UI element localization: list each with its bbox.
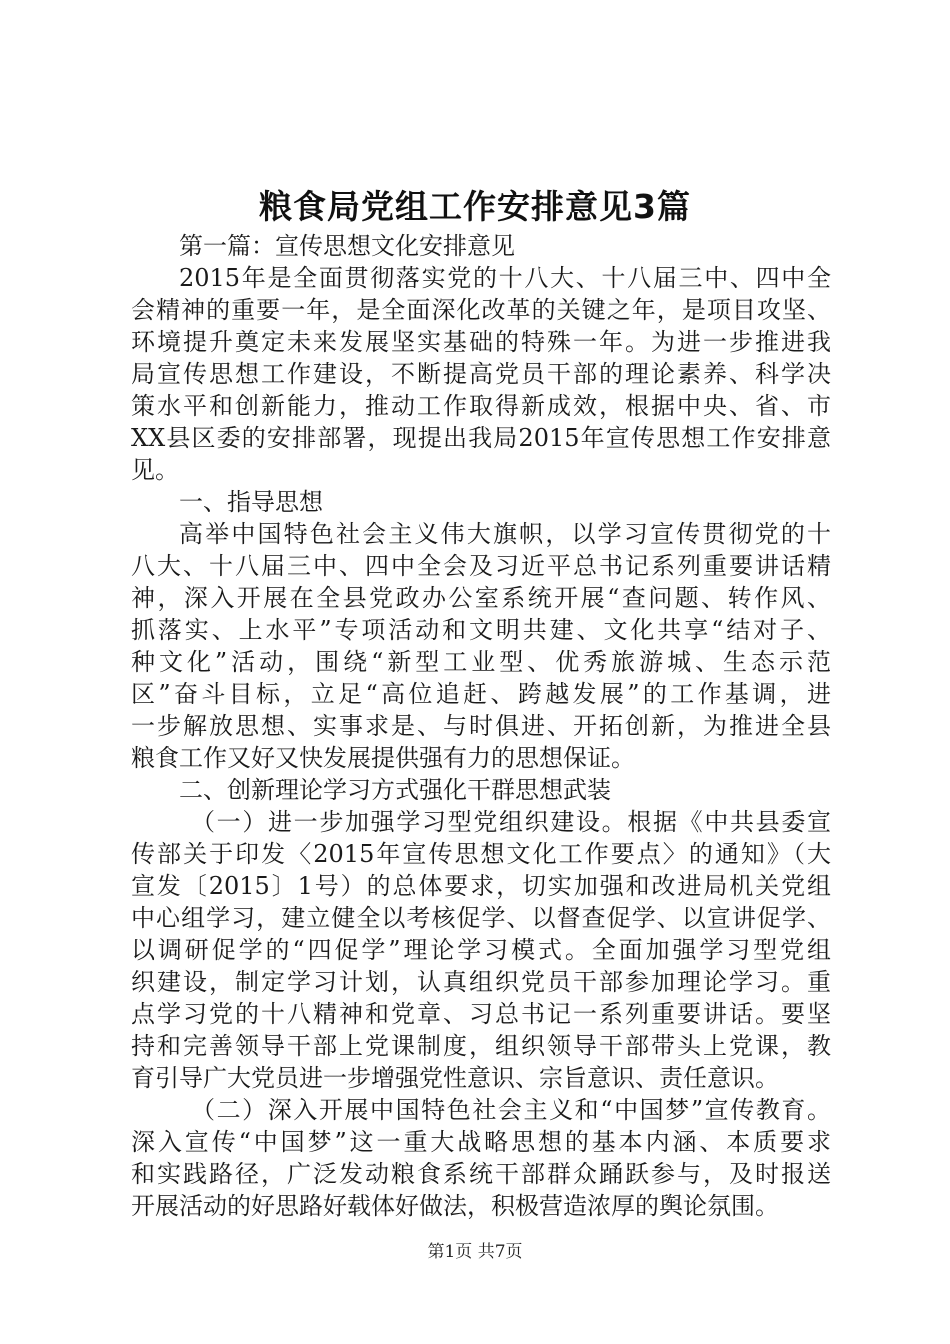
paragraph-line: （二）深入开展中国特色社会主义和“中国梦”宣传教育。 bbox=[191, 1096, 831, 1124]
paragraph-line: （一）进一步加强学习型党组织建设。根据《中共县委宣 bbox=[191, 808, 831, 836]
paragraph-line: 织建设，制定学习计划，认真组织党员干部参加理论学习。重 bbox=[131, 968, 831, 996]
paragraph-line: 持和完善领导干部上党课制度，组织领导干部带头上党课，教 bbox=[131, 1032, 831, 1060]
paragraph-line: 深入宣传“中国梦”这一重大战略思想的基本内涵、本质要求 bbox=[131, 1128, 831, 1156]
paragraph-line: 抓落实、上水平”专项活动和文明共建、文化共享“结对子、 bbox=[131, 616, 831, 644]
section-heading: 一、指导思想 bbox=[179, 488, 323, 516]
paragraph-line: 以调研促学的“四促学”理论学习模式。全面加强学习型党组 bbox=[131, 936, 831, 964]
paragraph-line: 中心组学习，建立健全以考核促学、以督查促学、以宣讲促学、 bbox=[131, 904, 831, 932]
paragraph-line: 局宣传思想工作建设，不断提高党员干部的理论素养、科学决 bbox=[131, 360, 831, 388]
section-heading: 二、创新理论学习方式强化干群思想武装 bbox=[179, 776, 611, 804]
paragraph-line: 宣发〔2015〕1号）的总体要求，切实加强和改进局机关党组 bbox=[131, 872, 831, 900]
paragraph-line: 2015年是全面贯彻落实党的十八大、十八届三中、四中全 bbox=[179, 264, 831, 292]
paragraph-line: 环境提升奠定未来发展坚实基础的特殊一年。为进一步推进我 bbox=[131, 328, 831, 356]
paragraph-line: 八大、十八届三中、四中全会及习近平总书记系列重要讲话精 bbox=[131, 552, 831, 580]
section-heading-1: 第一篇：宣传思想文化安排意见 bbox=[179, 232, 515, 260]
paragraph-line: 育引导广大党员进一步增强党性意识、宗旨意识、责任意识。 bbox=[131, 1064, 779, 1092]
paragraph-line: 会精神的重要一年，是全面深化改革的关键之年，是项目攻坚、 bbox=[131, 296, 831, 324]
paragraph-line: 高举中国特色社会主义伟大旗帜，以学习宣传贯彻党的十 bbox=[179, 520, 831, 548]
paragraph-line: 开展活动的好思路好载体好做法，积极营造浓厚的舆论氛围。 bbox=[131, 1192, 779, 1220]
page-footer: 第1页 共7页 bbox=[427, 1242, 523, 1262]
paragraph-line: 区”奋斗目标，立足“高位追赶、跨越发展”的工作基调，进 bbox=[131, 680, 831, 708]
paragraph-line: XX县区委的安排部署，现提出我局2015年宣传思想工作安排意 bbox=[131, 424, 831, 452]
document-title: 粮食局党组工作安排意见3篇 bbox=[259, 187, 691, 226]
paragraph-line: 策水平和创新能力，推动工作取得新成效，根据中央、省、市 bbox=[131, 392, 831, 420]
paragraph-line: 传部关于印发〈2015年宣传思想文化工作要点〉的通知》（大 bbox=[131, 840, 831, 868]
paragraph-line: 粮食工作又好又快发展提供强有力的思想保证。 bbox=[131, 744, 635, 772]
paragraph-line: 和实践路径，广泛发动粮食系统干部群众踊跃参与，及时报送 bbox=[131, 1160, 831, 1188]
document-body bbox=[131, 230, 831, 1222]
paragraph-line: 种文化”活动，围绕“新型工业型、优秀旅游城、生态示范 bbox=[131, 648, 831, 676]
paragraph-line: 点学习党的十八精神和党章、习总书记一系列重要讲话。要坚 bbox=[131, 1000, 831, 1028]
paragraph-line: 见。 bbox=[131, 456, 179, 484]
paragraph-line: 神，深入开展在全县党政办公室系统开展“查问题、转作风、 bbox=[131, 584, 831, 612]
paragraph-line: 一步解放思想、实事求是、与时俱进、开拓创新，为推进全县 bbox=[131, 712, 831, 740]
